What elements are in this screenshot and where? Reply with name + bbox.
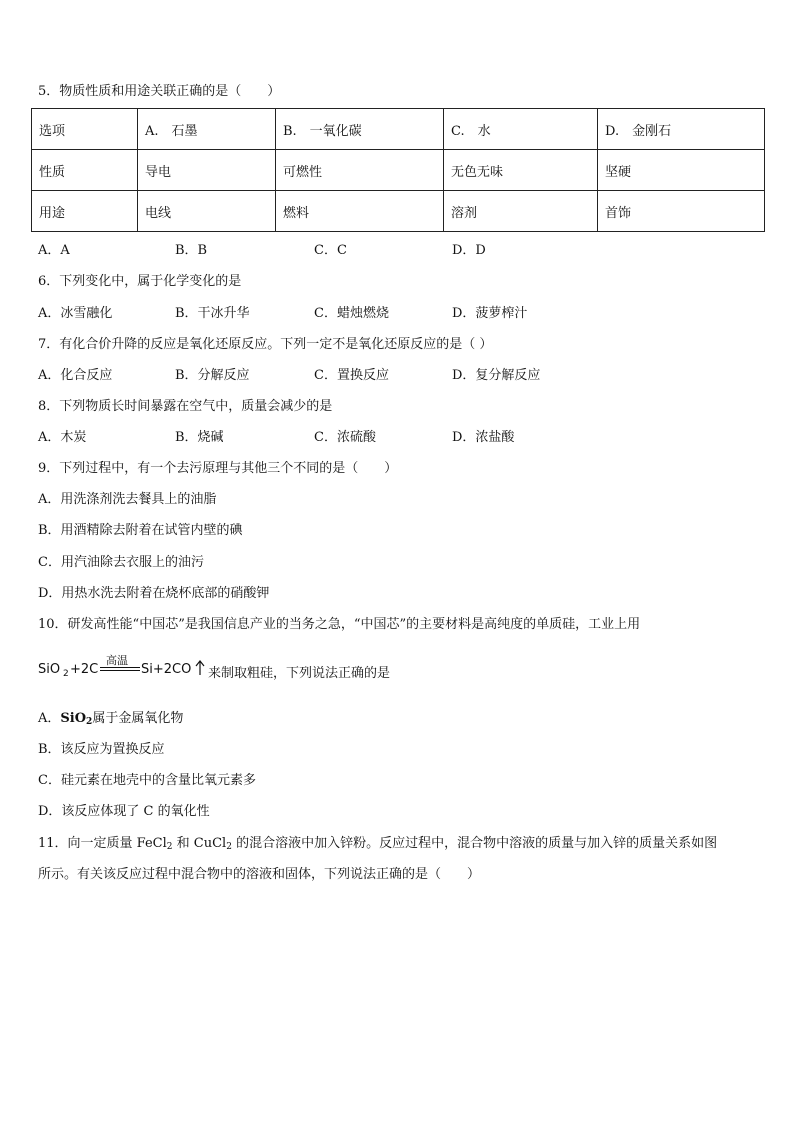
choice-d[interactable]: D．用热水洗去附着在烧杯底部的硝酸钾 — [38, 586, 270, 601]
equation-tail: 来制取粗硅，下列说法正确的是 — [208, 666, 391, 681]
q9-stem: 9．下列过程中，有一个去污原理与其他三个不同的是（ ） — [38, 461, 398, 476]
choice-a[interactable]: A．木炭 — [38, 430, 87, 445]
q11-text: 的混合溶液中加入锌粉。反应过程中，混合物中溶液的质量与加入锌的质量关系如图 — [231, 836, 718, 851]
q11-text: 11．向一定质量 FeCl — [38, 836, 167, 851]
q6-stem: 6．下列变化中，属于化学变化的是 — [38, 274, 242, 289]
choice-c[interactable]: C．浓硫酸 — [314, 430, 376, 445]
equation-subscript: 2 — [63, 669, 69, 679]
choice-a[interactable]: A．A — [38, 243, 70, 258]
equation-reactant-sio: SiO — [38, 662, 61, 677]
choice-c[interactable]: C．用汽油除去衣服上的油污 — [38, 555, 204, 570]
table-row — [32, 109, 765, 150]
choice-b[interactable]: B．烧碱 — [175, 430, 224, 445]
q7-stem: 7．有化合价升降的反应是氧化还原反应。下列一定不是氧化还原反应的是（ ） — [38, 337, 493, 352]
chemical-equation — [38, 652, 438, 684]
table-cell: 导电 — [138, 150, 276, 191]
choice-d[interactable]: D．浓盐酸 — [452, 430, 515, 445]
table-cell: C. 水 — [444, 109, 598, 150]
option-label: A． — [38, 711, 61, 726]
table-cell: 电线 — [138, 191, 276, 232]
choice-a[interactable]: A．冰雪融化 — [38, 306, 113, 321]
table-cell: A. 石墨 — [138, 109, 276, 150]
choice-b[interactable]: B．该反应为置换反应 — [38, 742, 165, 757]
formula: SiO — [60, 711, 87, 726]
table-cell: 燃料 — [276, 191, 444, 232]
equation-reactant-c: +2C — [70, 662, 99, 677]
choice-d[interactable]: D．D — [452, 243, 486, 258]
q5-stem: 5．物质性质和用途关联正确的是（ ） — [38, 84, 281, 99]
choice-b[interactable]: B．B — [175, 243, 208, 258]
q11-stem — [38, 836, 717, 855]
table-cell: 溶剂 — [444, 191, 598, 232]
table-row — [32, 150, 765, 191]
choice-c[interactable]: C．蜡烛燃烧 — [314, 306, 389, 321]
table-cell: 用途 — [32, 191, 138, 232]
table-cell: 无色无味 — [444, 150, 598, 191]
choice-b[interactable]: B．干冰升华 — [175, 306, 250, 321]
formula-subscript: 2 — [86, 717, 93, 727]
table-cell: 选项 — [32, 109, 138, 150]
table-cell: 首饰 — [598, 191, 765, 232]
choice-b[interactable]: B．用酒精除去附着在试管内壁的碘 — [38, 523, 243, 538]
q11-text: 和 CuCl — [172, 836, 227, 851]
q8-stem: 8．下列物质长时间暴露在空气中，质量会减少的是 — [38, 399, 333, 414]
table-cell: 性质 — [32, 150, 138, 191]
choice-c[interactable]: C．置换反应 — [314, 368, 389, 383]
table-cell: 可燃性 — [276, 150, 444, 191]
formula-subscript: 2 — [226, 842, 232, 852]
option-text: 属于金属氧化物 — [92, 711, 184, 726]
q10-stem: 10．研发高性能“中国芯”是我国信息产业的当务之急，“中国芯”的主要材料是高纯度的单质硅，工业上用 — [38, 617, 641, 632]
table-cell: D. 金刚石 — [598, 109, 765, 150]
gas-up-arrow-icon — [195, 660, 205, 676]
q5-table — [31, 108, 765, 232]
choice-b[interactable]: B．分解反应 — [175, 368, 250, 383]
q11-stem-line2: 所示。有关该反应过程中混合物中的溶液和固体，下列说法正确的是（ ） — [38, 867, 481, 882]
table-row — [32, 191, 765, 232]
choice-c[interactable]: C．硅元素在地壳中的含量比氧元素多 — [38, 773, 256, 788]
equation-bar — [100, 667, 140, 668]
choice-a[interactable] — [38, 711, 183, 730]
choice-a[interactable]: A．化合反应 — [38, 368, 113, 383]
equation-products: Si+2CO — [141, 662, 192, 677]
choice-a[interactable]: A．用洗涤剂洗去餐具上的油脂 — [38, 492, 217, 507]
equation-condition: 高温 — [106, 654, 128, 667]
table-cell: B. 一氧化碳 — [276, 109, 444, 150]
choice-d[interactable]: D．该反应体现了 C 的氧化性 — [38, 804, 210, 819]
choice-d[interactable]: D．复分解反应 — [452, 368, 541, 383]
choice-d[interactable]: D．菠萝榨汁 — [452, 306, 528, 321]
formula-subscript: 2 — [166, 842, 173, 852]
equation-bar — [100, 670, 140, 671]
choice-c[interactable]: C．C — [314, 243, 347, 258]
table-cell: 坚硬 — [598, 150, 765, 191]
